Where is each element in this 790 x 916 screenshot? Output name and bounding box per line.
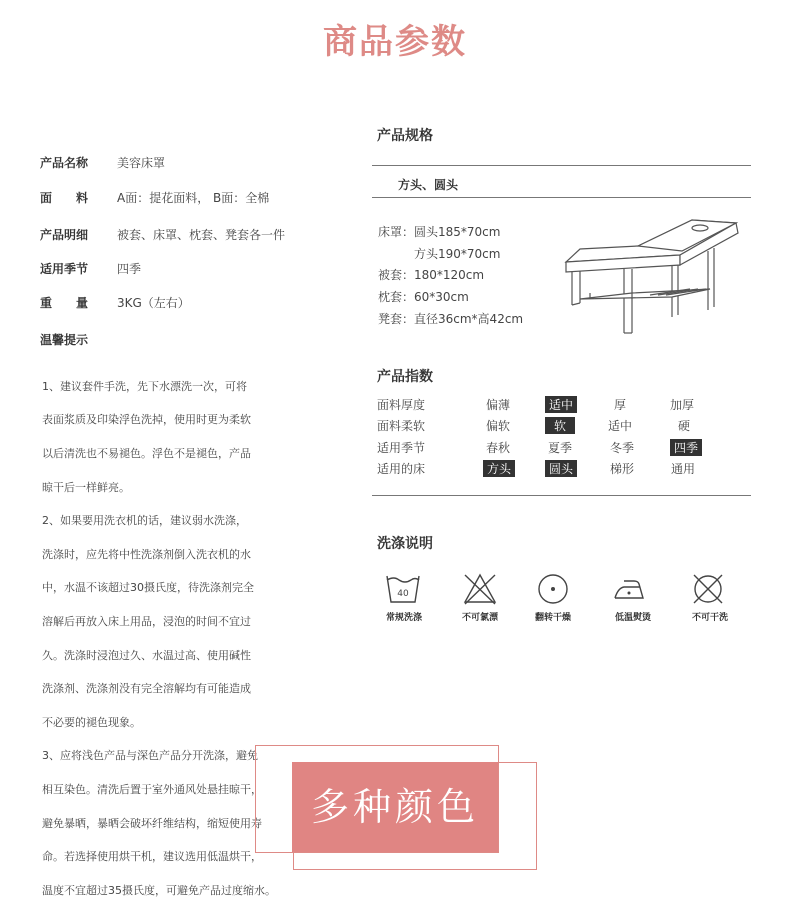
index-option-selected: 适中 — [545, 396, 577, 413]
tips-line: 命。若选择使用烘干机，建议选用低温烘干， — [42, 850, 262, 864]
tips-line: 洗涤时，应先将中性洗涤剂倒入洗衣机的水 — [42, 547, 251, 561]
index-option: 夏季 — [548, 441, 573, 455]
param-value: 3KG（左右） — [117, 296, 190, 310]
tips-line: 避免暴晒，暴晒会破坏纤维结构，缩短使用寿 — [42, 816, 262, 830]
page-title: 商品参数 — [323, 22, 467, 62]
tips-line: 3、应将浅色产品与深色产品分开洗涤，避免 — [42, 749, 258, 763]
divider — [372, 165, 751, 166]
banner-title: 多种颜色 — [310, 785, 479, 829]
tips-line: 表面浆质及印染浮色洗掉，使用时更为柔软 — [42, 413, 251, 427]
param-value: A面：提花面料， B面：全棉 — [117, 191, 270, 205]
wash-label: 低温熨烫 — [614, 613, 651, 623]
tips-line: 晾干后一样鲜亮。 — [42, 480, 130, 494]
wash-label: 常规洗涤 — [385, 613, 422, 623]
wash-40-icon — [385, 572, 421, 606]
spec-title: 产品规格 — [377, 128, 433, 144]
index-option-selected: 圆头 — [545, 460, 577, 477]
index-option: 适中 — [608, 419, 633, 433]
index-option: 硬 — [678, 419, 691, 433]
index-option: 偏薄 — [486, 398, 511, 412]
spec-lines — [378, 222, 558, 331]
param-label: 重 量 — [40, 296, 89, 310]
param-label: 面 料 — [40, 191, 89, 205]
bed-illustration — [560, 215, 745, 340]
index-option-selected: 四季 — [670, 439, 702, 456]
tips-line: 温度不宜超过35摄氏度，可避免产品过度缩水。 — [42, 883, 276, 897]
wash-label: 不可氯漂 — [461, 613, 498, 623]
index-option: 春秋 — [486, 441, 511, 455]
tips-line: 中，水温不该超过30摄氏度，待洗涤剂完全 — [42, 581, 254, 595]
param-label: 产品明细 — [40, 228, 89, 242]
tips-line: 不必要的褪色现象。 — [42, 715, 141, 729]
index-option: 偏软 — [486, 419, 511, 433]
tips-line: 1、建议套件手洗，先下水漂洗一次，可将 — [42, 379, 247, 393]
spec-line: 凳套：直径36cm*高42cm — [378, 311, 524, 326]
tips-line: 2、如果要用洗衣机的话，建议弱水洗涤， — [42, 514, 247, 528]
tips-line: 溶解后再放入床上用品，浸泡的时间不宜过 — [42, 614, 251, 628]
param-value: 被套、床罩、枕套、凳套各一件 — [117, 228, 286, 242]
spec-line: 被套：180*120cm — [378, 268, 485, 283]
index-option-selected: 软 — [545, 417, 575, 434]
index-row-label: 适用季节 — [377, 441, 426, 455]
tips-line: 洗涤剂、洗涤剂没有完全溶解均有可能造成 — [42, 682, 251, 696]
spec-line: 方头190*70cm — [378, 246, 501, 261]
index-title: 产品指数 — [377, 369, 433, 385]
tips-line: 以后清洗也不易褪色。浮色不是褪色，产品 — [42, 446, 251, 460]
index-option: 厚 — [614, 398, 627, 412]
index-table — [377, 396, 757, 486]
spec-line: 枕套：60*30cm — [378, 290, 469, 305]
param-value: 美容床罩 — [117, 156, 166, 170]
index-option: 加厚 — [670, 398, 695, 412]
wash-label: 翻转干燥 — [534, 613, 571, 623]
no-dry-clean-icon — [691, 572, 725, 606]
index-option-selected: 方头 — [483, 460, 515, 477]
index-option: 梯形 — [610, 462, 635, 476]
divider — [372, 197, 751, 198]
wash-label: 不可干洗 — [691, 613, 728, 623]
tumble-dry-icon — [536, 572, 570, 606]
divider — [372, 495, 751, 496]
index-option: 通用 — [671, 462, 696, 476]
spec-subtitle: 方头、圆头 — [398, 178, 459, 192]
no-bleach-icon — [462, 572, 498, 606]
index-option: 冬季 — [610, 441, 635, 455]
index-row-label: 适用的床 — [377, 462, 426, 476]
param-label: 产品名称 — [40, 156, 89, 170]
spec-line: 床罩：圆头185*70cm — [378, 225, 501, 239]
wash-title: 洗涤说明 — [377, 536, 433, 552]
index-row-label: 面料柔软 — [377, 419, 426, 433]
param-label: 适用季节 — [40, 262, 89, 276]
tips-line: 久。洗涤时浸泡过久、水温过高、使用碱性 — [42, 648, 251, 662]
tips-title: 温馨提示 — [40, 333, 89, 347]
tips-line: 相互染色。清洗后置于室外通风处悬挂晾干， — [42, 782, 262, 796]
index-row-label: 面料厚度 — [377, 398, 426, 412]
param-value: 四季 — [117, 262, 142, 276]
wash-temp: 40 — [397, 589, 409, 599]
low-iron-icon — [612, 574, 646, 604]
